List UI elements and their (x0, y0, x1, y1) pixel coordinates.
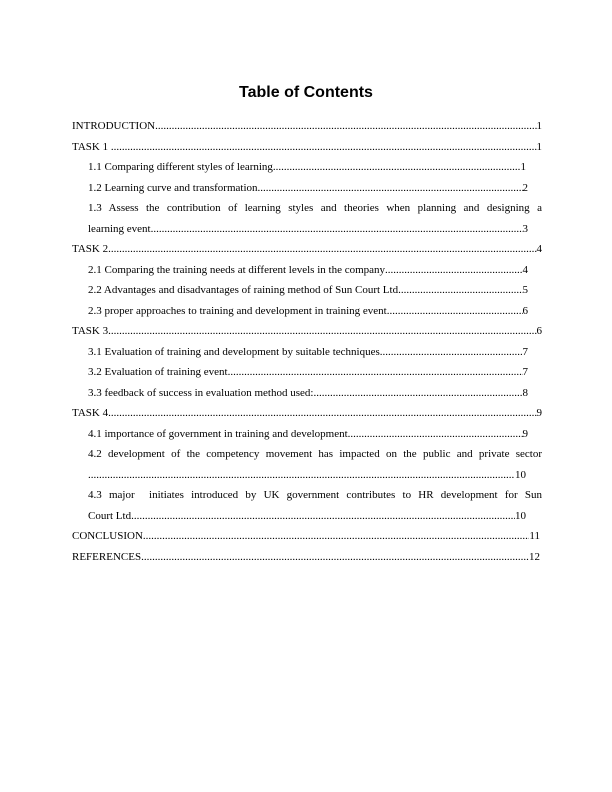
toc-page-number: 2 (522, 181, 528, 194)
table-of-contents (72, 116, 542, 567)
toc-page-number: 4 (522, 263, 528, 276)
dot-leader (131, 506, 515, 527)
toc-entry-text: TASK 3 (72, 325, 109, 337)
toc-entry-text-line-2: learning event (88, 222, 151, 235)
dot-leader (380, 342, 523, 363)
dot-leader (155, 116, 536, 137)
toc-entry-1-1[interactable] (72, 157, 526, 178)
dot-leader (151, 219, 523, 240)
dot-leader (111, 137, 537, 158)
toc-entry-task-1[interactable] (72, 137, 542, 158)
dot-leader (273, 157, 521, 178)
toc-page-number: 9 (522, 427, 528, 440)
toc-page-number: 7 (522, 345, 528, 358)
dot-leader (108, 321, 536, 342)
toc-entry-text: 1.1 Comparing different styles of learning (88, 161, 273, 173)
toc-page-number: 4 (536, 243, 542, 255)
dot-leader (143, 526, 530, 547)
toc-entry-1-3[interactable] (72, 198, 542, 239)
toc-entry-task-4[interactable] (72, 403, 542, 424)
toc-entry-text: TASK 2 (72, 243, 109, 255)
toc-page-number: 7 (522, 366, 528, 378)
toc-entry-task-3[interactable] (72, 321, 542, 342)
dot-leader (141, 547, 529, 568)
toc-entry-4-1[interactable] (72, 424, 528, 445)
dot-leader (228, 362, 523, 383)
toc-page-number: 12 (529, 550, 540, 563)
toc-entry-introduction[interactable] (72, 116, 542, 137)
toc-entry-text: CONCLUSION (72, 530, 143, 542)
toc-entry-text-line-1: 1.3 Assess the contribution of learning styles and theories when planning and designing a (88, 202, 542, 214)
toc-entry-3-3[interactable] (72, 383, 528, 404)
toc-title: Table of Contents (239, 84, 373, 101)
toc-entry-2-1[interactable] (72, 260, 528, 281)
toc-entry-4-3[interactable] (72, 485, 542, 526)
toc-entry-conclusion[interactable] (72, 526, 540, 547)
dot-leader (258, 178, 523, 199)
toc-entry-text: 3.1 Evaluation of training and development by suitable techniques (88, 345, 380, 358)
toc-page-number: 9 (536, 407, 542, 419)
toc-page-number: 11 (529, 530, 540, 542)
toc-entry-2-2[interactable] (72, 280, 528, 301)
toc-entry-4-2[interactable] (72, 444, 542, 485)
toc-entry-text: 3.2 Evaluation of training event (88, 366, 228, 378)
dot-leader (387, 301, 523, 322)
toc-page-number: 8 (522, 386, 528, 399)
toc-page-number: 1 (520, 161, 526, 173)
toc-entry-text: 4.1 importance of government in training and development (88, 427, 348, 440)
toc-entry-text: TASK 4 (72, 407, 109, 419)
toc-page-number: 6 (522, 304, 528, 317)
dot-leader (313, 383, 522, 404)
dot-leader (88, 465, 515, 486)
toc-entry-task-2[interactable] (72, 239, 542, 260)
toc-page-number: 10 (515, 509, 526, 522)
toc-page-number: 3 (522, 222, 528, 235)
toc-entry-references[interactable] (72, 547, 540, 568)
dot-leader (385, 260, 522, 281)
toc-entry-text: 2.1 Comparing the training needs at different levels in the company (88, 263, 386, 276)
toc-page-number: 1 (536, 140, 542, 153)
toc-page-number: 1 (536, 120, 542, 132)
toc-entry-text: 1.2 Learning curve and transformation (88, 181, 258, 194)
toc-entry-text-line-1: 4.2 development of the competency movement has impacted on the public and private sector (88, 448, 542, 460)
toc-entry-text: REFERENCES (72, 550, 142, 563)
toc-page-number: 5 (522, 284, 528, 296)
toc-entry-2-3[interactable] (72, 301, 528, 322)
dot-leader (108, 403, 536, 424)
toc-entry-3-1[interactable] (72, 342, 528, 363)
toc-entry-text: TASK 1 (72, 140, 111, 153)
toc-entry-text: 3.3 feedback of success in evaluation method used: (88, 386, 314, 399)
toc-entry-1-2[interactable] (72, 178, 528, 199)
dot-leader (108, 239, 536, 260)
toc-page-number: 10 (515, 468, 526, 481)
toc-page-number: 6 (536, 325, 542, 337)
dot-leader (348, 424, 523, 445)
toc-entry-text: 2.2 Advantages and disadvantages of raining method of Sun Court Ltd (88, 284, 399, 296)
toc-entry-text-line-1: 4.3 major initiates introduced by UK government contributes to HR development for Sun (88, 489, 542, 501)
toc-entry-text: INTRODUCTION (72, 120, 156, 132)
toc-entry-3-2[interactable] (72, 362, 528, 383)
toc-entry-text: 2.3 proper approaches to training and development in training event (88, 304, 387, 317)
dot-leader (398, 280, 522, 301)
toc-entry-text-line-2: Court Ltd (88, 509, 132, 522)
